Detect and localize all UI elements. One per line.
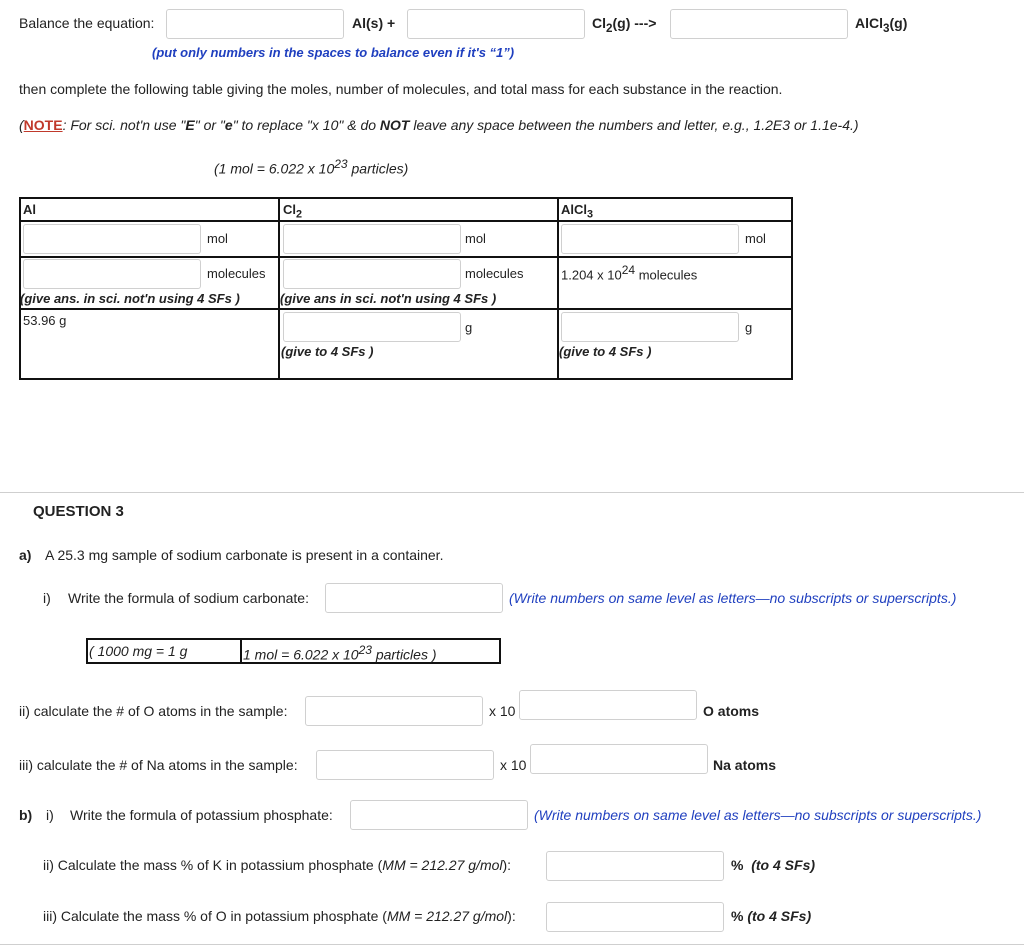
mol-conversion: (1 mol = 6.022 x $10^{23}$ particles) bbox=[214, 157, 409, 177]
part-ai-text: Write the formula of sodium carbonate: bbox=[68, 590, 309, 606]
cl2-molecules-hint: (give ans in sci. not'n using 4 SFs ) bbox=[280, 291, 497, 306]
al-coefficient-input[interactable] bbox=[166, 9, 344, 39]
mass-percent-o-unit: % (to 4 SFs) bbox=[731, 908, 812, 924]
cl2-molecules-input[interactable] bbox=[283, 259, 461, 289]
cl2-mass-input[interactable] bbox=[283, 312, 461, 342]
cl2-header: $Cl_2$ bbox=[283, 202, 303, 221]
alcl3-mol-unit: mol bbox=[745, 231, 766, 246]
o-atoms-exponent-input[interactable] bbox=[519, 690, 697, 720]
potassium-phosphate-formula-input[interactable] bbox=[350, 800, 528, 830]
question-title: QUESTION 3 bbox=[33, 503, 124, 520]
part-aii-text: ii) calculate the # of O atoms in the sample: bbox=[19, 703, 288, 719]
o-atoms-x10: x 10 bbox=[489, 703, 516, 719]
mass-percent-k-unit: % (to 4 SFs) bbox=[731, 857, 816, 873]
mass-percent-o-input[interactable] bbox=[546, 902, 724, 932]
mass-percent-k-input[interactable] bbox=[546, 851, 724, 881]
alcl3-mass-hint: (give to 4 SFs ) bbox=[559, 344, 652, 359]
na-atoms-x10: x 10 bbox=[500, 757, 527, 773]
al-mol-input[interactable] bbox=[23, 224, 201, 254]
na-atoms-coefficient-input[interactable] bbox=[316, 750, 494, 780]
alcl3-species: AlCl$_3$(g) bbox=[855, 15, 908, 35]
al-molecules-hint: (give ans. in sci. not'n using 4 SFs ) bbox=[20, 291, 240, 306]
stoichiometry-table bbox=[19, 197, 793, 380]
part-bi-label: i) bbox=[46, 807, 54, 823]
o-atoms-coefficient-input[interactable] bbox=[305, 696, 483, 726]
balance-hint: (put only numbers in the spaces to balance even if it's “1”) bbox=[152, 45, 515, 60]
cl2-molecules-unit: molecules bbox=[465, 266, 524, 281]
part-ai-label: i) bbox=[43, 590, 51, 606]
al-mass-value: 53.96 g bbox=[23, 313, 67, 328]
al-mol-unit: mol bbox=[207, 231, 228, 246]
na-atoms-exponent-input[interactable] bbox=[530, 744, 708, 774]
o-atoms-unit: O atoms bbox=[703, 703, 760, 719]
alcl3-coefficient-input[interactable] bbox=[670, 9, 848, 39]
instructions-line: then complete the following table giving the moles, number of molecules, and total mass for each substance in the reaction. bbox=[19, 81, 783, 97]
na-atoms-unit: Na atoms bbox=[713, 757, 777, 773]
cl2-species: $Cl_2(g)$ ---> bbox=[592, 15, 657, 35]
cl2-mol-input[interactable] bbox=[283, 224, 461, 254]
al-header: Al bbox=[23, 202, 36, 217]
alcl3-mass-input[interactable] bbox=[561, 312, 739, 342]
bottom-divider bbox=[0, 944, 1024, 945]
al-molecules-unit: molecules bbox=[207, 266, 266, 281]
formula-hint-a: (Write numbers on same level as letters—no subscripts or superscripts.) bbox=[509, 590, 957, 606]
part-b-label: b) bbox=[19, 807, 33, 823]
mg-conversion-box: ( 1000 mg = 1 g bbox=[86, 638, 242, 664]
part-a-text: A 25.3 mg sample of sodium carbonate is present in a container. bbox=[45, 547, 444, 563]
sodium-carbonate-formula-input[interactable] bbox=[325, 583, 503, 613]
section-divider bbox=[0, 492, 1024, 493]
alcl3-mol-input[interactable] bbox=[561, 224, 739, 254]
part-bi-text: Write the formula of potassium phosphate: bbox=[70, 807, 333, 823]
al-species: Al(s) + bbox=[352, 15, 396, 31]
cl2-mol-unit: mol bbox=[465, 231, 486, 246]
part-biii-text: iii) Calculate the mass % of O in potassium phosphate (MM = 212.27 g/mol): bbox=[43, 908, 516, 924]
formula-hint-b: (Write numbers on same level as letters—no subscripts or superscripts.) bbox=[534, 807, 982, 823]
alcl3-mass-unit: g bbox=[745, 320, 753, 335]
part-bii-text: ii) Calculate the mass % of K in potassium phosphate (MM = 212.27 g/mol): bbox=[43, 857, 512, 873]
cl2-mass-hint: (give to 4 SFs ) bbox=[281, 344, 374, 359]
cl2-mass-unit: g bbox=[465, 320, 473, 335]
alcl3-header: AlCl$_3$ bbox=[561, 202, 594, 221]
note-line: (NOTE: For sci. not'n use "E" or "e" to replace "x 10" & do NOT leave any space between the numbers and letter, e.g., 1.2E3 or 1.1e-4.) bbox=[19, 117, 859, 133]
al-molecules-input[interactable] bbox=[23, 259, 201, 289]
mol-conversion-box: 1 mol = 6.022 x $10^{23}$ particles ) bbox=[240, 638, 501, 664]
balance-label: Balance the equation: bbox=[19, 15, 155, 31]
part-a-label: a) bbox=[19, 547, 32, 563]
alcl3-molecules-value: 1.204 x $10^{24}$ molecules bbox=[561, 263, 698, 283]
cl2-coefficient-input[interactable] bbox=[407, 9, 585, 39]
part-aiii-text: iii) calculate the # of Na atoms in the sample: bbox=[19, 757, 298, 773]
